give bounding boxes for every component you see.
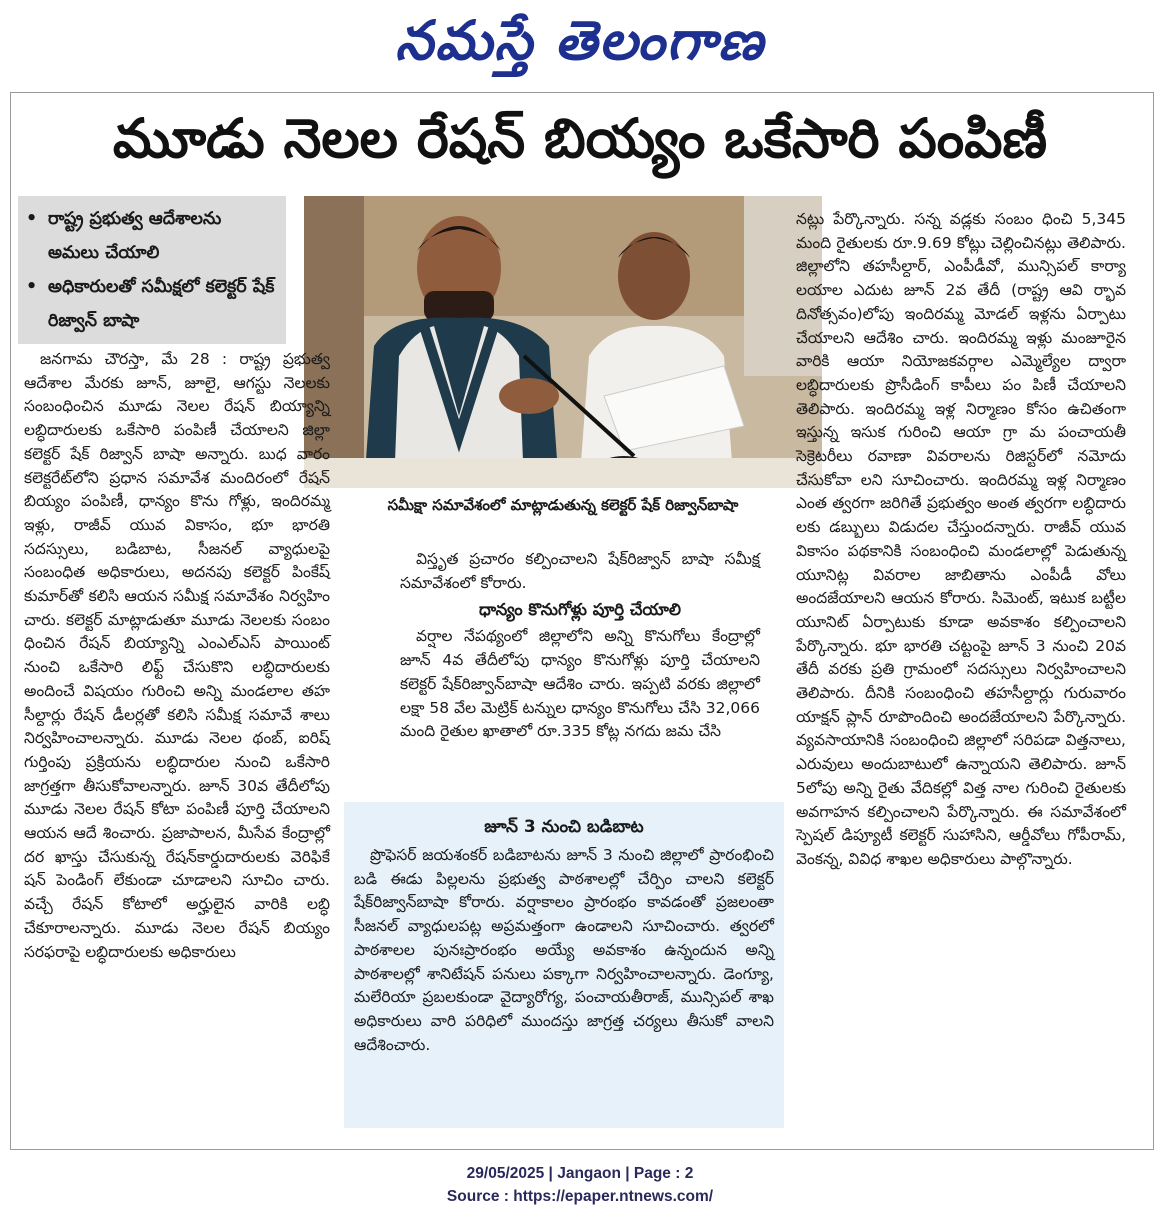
bullet-icon: • — [26, 209, 38, 229]
page-footer — [0, 1162, 1160, 1208]
article-paragraph: వర్షాల నేపథ్యంలో జిల్లాలోని అన్ని కొనుగోలు కేంద్రాల్లో జూన్ 4వ తేదీలోపు ధాన్యం కొనుగోళ్లు పూర్తి చేయాలని కలెక్టర్ షేక్‌రిజ్వాన్‌బాషా ఆదేశిం చారు. ఇప్పటి వరకు జిల్లాలో లక్షా 58 వేల మెట్రిక్ టన్నుల ధాన్యం కొనుగోలు చేసి 32,066 మంది రైతుల ఖాతాలో రూ.335 కోట్ల నగదు జమ చేసి — [400, 627, 760, 741]
photo-illustration — [304, 196, 822, 488]
column-1 — [24, 348, 330, 964]
photo-caption: సమీక్షా సమావేశంలో మాట్లాడుతున్న కలెక్టర్ షేక్ రిజ్వాన్‌బాషా — [387, 496, 739, 514]
article-paragraph: విస్తృత ప్రచారం కల్పించాలని షేక్‌రిజ్వాన్ బాషా సమీక్ష సమావేశంలో కోరారు. — [400, 550, 760, 592]
section-subheading: ధాన్యం కొనుగోళ్లు పూర్తి చేయాలి — [479, 600, 681, 620]
badibata-box — [344, 802, 784, 1128]
box-title: జూన్ 3 నుంచి బడిబాట — [484, 817, 644, 837]
article-headline: మూడు నెలల రేషన్ బియ్యం ఒకేసారి పంపిణీ — [112, 107, 1048, 170]
highlight-text: రాష్ట్ర ప్రభుత్వ ఆదేశాలను అమలు చేయాలి — [48, 209, 222, 263]
article-paragraph: జనగామ చౌరస్తా, మే 28 : రాష్ట్ర ప్రభుత్వ ఆదేశాల మేరకు జూన్, జూలై, ఆగస్టు నెలలకు సంబంధించిన మూడు నెలల రేషన్ బియ్యాన్ని లబ్ధిదారులకు ఒకేసారి పంపిణీ చేయాలని జిల్లా కలెక్టర్ షేక్ రిజ్వాన్ బాషా అన్నారు. బుధ వారం కలెక్టరేట్‌లోని ప్రధాన సమావేశ మందిరంలో రేషన్ బియ్యం పంపిణీ, ధాన్యం కొను గోళ్లు, ఇందిరమ్మ ఇళ్లు, రాజీవ్ యువ వికాసం, భూ భారతి సదస్సులు, బడిబాట, సీజనల్ వ్యాధులపై సంబంధిత అధికారులు, అదనపు కలెక్టర్ పింకేష్ కుమార్‌తో కలిసి ఆయన సమీక్ష సమావేశం నిర్వహిం చారు. కలెక్టర్ మాట్లాడుతూ మూడు నెలలకు సంబం ధించిన రేషన్ బియ్యాన్ని ఎంఎల్ఎస్ పాయింట్ నుంచి ఒకేసారి లిఫ్ట్ చేసుకొని లబ్ధిదారులకు అందించే విషయం గురించి అన్ని మండలాల తహ సీల్దార్లు రేషన్ డీలర్లతో కలిసి సమీక్ష సమావే శాలు నిర్వహించాలన్నారు. మూడు నెలల థంబ్, ఐరిష్ గుర్తింపు ప్రక్రియను లబ్ధిదారుల నుంచి ఒకేసారి జాగ్రత్తగా తీసుకోవాలన్నారు. జూన్ 30వ తేదీలోపు మూడు నెలల రేషన్ కోటా పంపిణీ పూర్తి చేయాలని ఆయన ఆదే శించారు. ప్రజాపాలన, మీసేవ కేంద్రాల్లో దర ఖాస్తు చేసుకున్న రేషన్‌కార్డుదారులకు వెరిఫికే షన్ పెండింగ్ లేకుండా చూడాలని సూచిం చారు. వచ్చే రేషన్ కోటాలో అర్హులైన వారికి లబ్ధి చేకూరాలన్నారు. మూడు నెలల రేషన్ బియ్యం సరఫరాపై లబ్ధిదారులకు అధికారులు — [24, 350, 330, 961]
newspaper-masthead: నమస్తే తెలంగాణ — [395, 9, 765, 72]
highlight-text: అధికారులతో సమీక్షలో కలెక్టర్ షేక్ రిజ్వాన్ బాషా — [48, 277, 275, 331]
article-paragraph: నట్లు పేర్కొన్నారు. సన్న వడ్లకు సంబం ధించి 5,345 మంది రైతులకు రూ.9.69 కోట్లు చెల్లించినట్లు తెలిపారు. జిల్లాలోని తహసీల్దార్, ఎంపీడీవో, మున్సిపల్ కార్యా లయాల ఎదుట జూన్ 2వ తేదీ (రాష్ట్ర ఆవి ర్భావ దినోత్సవం)లోపు ఇందిరమ్మ మోడల్ ఇళ్లను ఏర్పాటు చేయాలని ఆదేశిం చారు. ఇందిరమ్మ ఇళ్లు మంజూరైన వారికి ఆయా నియోజకవర్గాల ఎమ్మెల్యేల ద్వారా లబ్ధిదారులకు ప్రొసీడింగ్ కాపీలు పం పిణీ చేయాలని తెలిపారు. ఇందిరమ్మ ఇళ్ల నిర్మాణం కోసం ఉచితంగా ఇస్తున్న ఇసుక గురించి ఆయా గ్రా మ పంచాయతీ సెక్రెటరీలు రవాణా వివరాలను రిజిస్టర్‌లో నమోదు చేసుకోవా లని సూచించారు. ఇందిరమ్మ ఇళ్ల నిర్మాణం ఎంత త్వరగా జరిగితే ప్రభుత్వం అంత త్వరగా లబ్ధిదారు లకు డబ్బులు విడుదల చేస్తుందన్నారు. రాజీవ్ యువ వికాసం పథకానికి సంబంధించి మండలాల్లో పెడుతున్న యూనిట్ల వివరాల జాబితాను ఎంపీడీ వోలు అందజేయాలని ఆయన కోరారు. సిమెంట్, ఇటుక బట్టీల యూనిట్ ఏర్పాటుకు కూడా అవకాశం కల్పించాలని పేర్కొన్నారు. భూ భారతి చట్టంపై జూన్ 3 నుంచి 20వ తేదీ వరకు ప్రతి గ్రామంలో సదస్సులు నిర్వహించాలని తెలిపారు. దీనికి సంబంధించి తహసీల్దార్లు గురువారం యాక్షన్ ప్లాన్ రూపొందించి అందజేయాలని పేర్కొన్నారు. వ్యవసాయానికి సంబంధించి జిల్లాలో సరిపడా విత్తనాలు, ఎరువులు అందుబాటులో ఉన్నాయని తెలిపారు. జూన్ 5లోపు అన్ని రైతు వేదికల్లో విత్త నాల గురించి రైతులకు అవగాహన కల్పించాలని పేర్కొన్నారు. ఈ సమావేశంలో స్పెషల్ డిప్యూటీ కలెక్టర్ సుహాసిని, ఆర్డీవోలు గోపీరామ్, వెంకన్న, వివిధ శాఖల అధికారులు పాల్గొన్నారు. — [796, 210, 1126, 868]
collector-meeting-photo — [304, 196, 822, 488]
footer-date-edition: 29/05/2025 | Jangaon | Page : 2 — [466, 1165, 694, 1182]
bullet-icon: • — [26, 277, 38, 297]
footer-source: Source : https://epaper.ntnews.com/ — [446, 1188, 714, 1205]
highlights-box — [18, 196, 286, 344]
highlight-item — [26, 270, 278, 338]
box-paragraph: ప్రొఫెసర్ జయశంకర్ బడిబాటను జూన్ 3 నుంచి జిల్లాలో ప్రారంభించి బడి ఈడు పిల్లలను ప్రభుత్వ పాఠశాలల్లో చేర్పిం చాలని కలెక్టర్ షేక్‌రిజ్వాన్‌బాషా కోరారు. వర్షాకాలం ప్రారంభం కావడంతో ప్రజలంతా సీజనల్ వ్యాధులపట్ల అప్రమత్తంగా ఉండాలని సూచించారు. త్వరలో పాఠశాలల పునఃప్రారంభం అయ్యే అవకాశం ఉన్నందున అన్ని పాఠశాలల్లో శానిటేషన్ పనులు పక్కాగా నిర్వహించాలన్నారు. డెంగ్యూ, మలేరియా ప్రబలకుండా వైద్యారోగ్య, పంచాయతీరాజ్, మున్సిపల్ శాఖ అధికారులు వారి పరిధిలో ముందస్తు జాగ్రత్త చర్యలు తీసుకో వాలని ఆదేశించారు. — [354, 846, 774, 1054]
column-3 — [796, 208, 1126, 872]
column-2 — [400, 548, 760, 744]
highlight-item — [26, 202, 278, 270]
